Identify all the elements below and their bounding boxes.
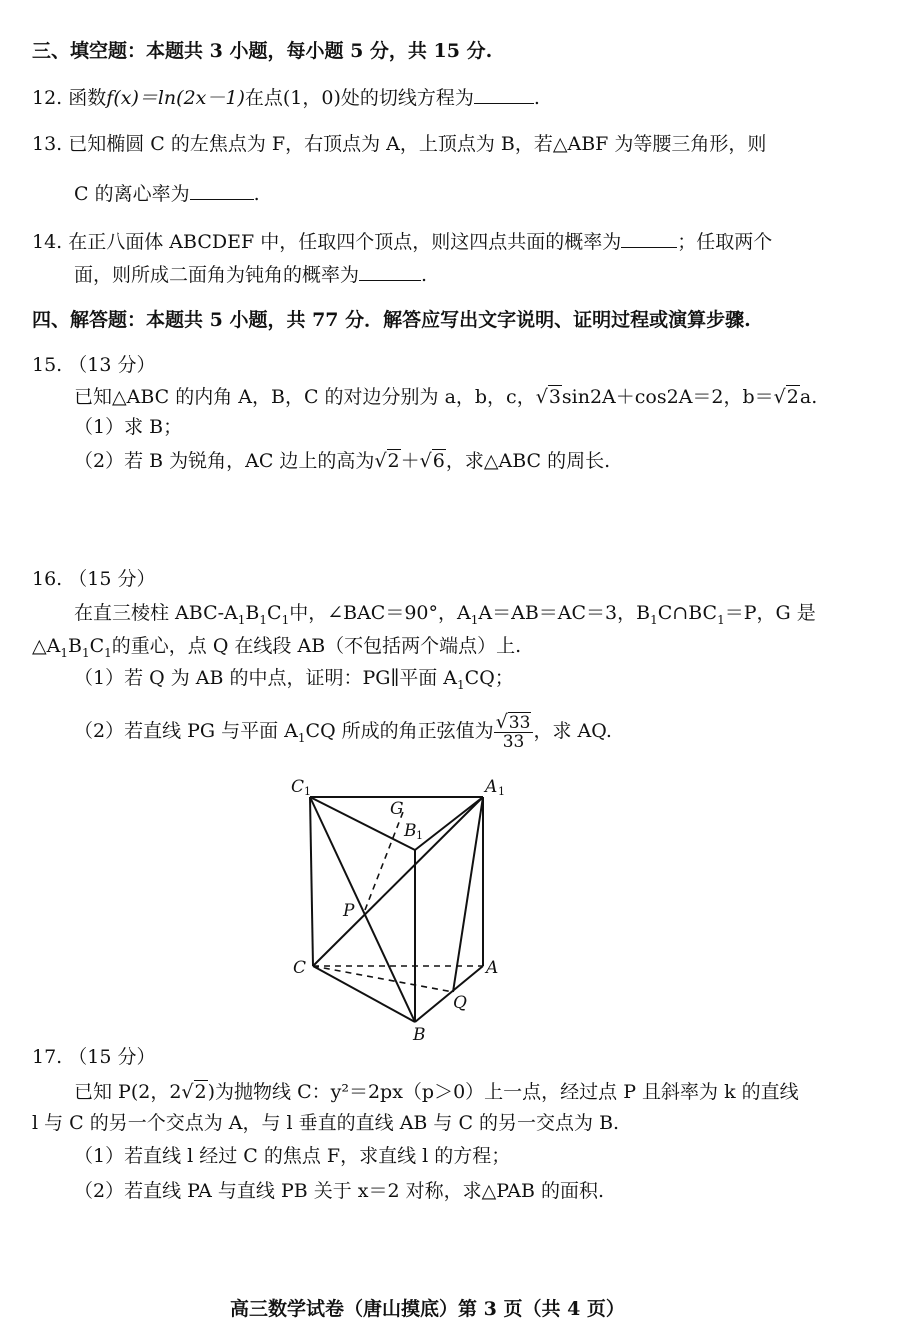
sqrt-expression: √3: [535, 386, 561, 408]
fraction: $\frac{√33}{33}$: [494, 713, 534, 751]
question-text: （2）若 B 为锐角，AC 边上的高为: [74, 450, 375, 472]
label-c: C: [293, 958, 307, 978]
question-number: 16.: [32, 568, 63, 590]
edge-b1-a1: [415, 797, 483, 850]
question-17-part-2: （2）若直线 PA 与直线 PB 关于 x＝2 对称，求△PAB 的面积.: [74, 1180, 605, 1202]
question-12: [32, 85, 540, 111]
period: .: [421, 264, 428, 286]
period: .: [253, 183, 260, 205]
question-14-cont: [74, 262, 427, 288]
question-13: [32, 131, 766, 157]
label-g: G: [390, 799, 404, 819]
question-number: 12.: [32, 87, 63, 109]
label-c1: C: [291, 777, 305, 797]
question-text: 在点(1，0)处的切线方程为: [244, 87, 474, 109]
answer-blank[interactable]: [190, 181, 254, 200]
question-16-stem-1: 在直三棱柱 ABC-$A_1B_1C_1$中，∠BAC＝90°，$A_1A=AB=AC=3$，$B_1C\cap BC_1=P$，G 是: [74, 602, 816, 627]
question-13-cont: [74, 181, 260, 207]
question-17-header: [32, 1044, 155, 1070]
edge-b-a: [415, 966, 483, 1022]
question-text: 函数: [68, 87, 107, 109]
svg-text:1: 1: [304, 785, 311, 798]
question-17-part-1: （1）若直线 l 经过 C 的焦点 F，求直线 l 的方程；: [74, 1145, 511, 1167]
question-14: [32, 229, 772, 255]
section-3-header: 三、填空题：本题共 3 小题，每小题 5 分，共 15 分.: [32, 40, 493, 62]
period: .: [533, 87, 540, 109]
diag-c-a1: [313, 797, 483, 966]
question-score: （13 分）: [68, 354, 156, 376]
section-4-header: 四、解答题：本题共 5 小题，共 77 分．解答应写出文字说明、证明过程或演算步骤.: [32, 309, 751, 331]
sqrt-expression: √2: [773, 386, 799, 408]
question-17-stem-1: 已知 P(2，2√2)为抛物线 C：y²＝2px（p＞0）上一点，经过点 P 且斜率为 k 的直线: [74, 1081, 799, 1103]
question-15-stem: [74, 384, 817, 410]
question-text: ；任取两个: [677, 231, 773, 253]
svg-text:1: 1: [498, 785, 505, 798]
question-score: （15 分）: [68, 568, 156, 590]
page-footer: 高三数学试卷（唐山摸底）第 3 页（共 4 页）: [230, 1298, 625, 1320]
question-17-stem-2: l 与 C 的另一个交点为 A，与 l 垂直的直线 AB 与 C 的另一交点为 B.: [32, 1112, 620, 1134]
question-text: sin2A＋cos2A＝2，b＝: [561, 386, 774, 408]
question-number: 17.: [32, 1046, 63, 1068]
answer-blank[interactable]: [474, 85, 534, 104]
plus-sign: ＋: [400, 450, 420, 472]
question-16-stem-2: $\triangle A_1B_1C_1$的重心，点 Q 在线段 AB（不包括两个端点）上.: [32, 635, 522, 660]
sqrt-expression: √2: [374, 450, 400, 472]
line-c-q-hidden: [313, 966, 453, 992]
question-score: （15 分）: [68, 1046, 156, 1068]
question-text: C 的离心率为: [74, 183, 190, 205]
prism-figure: [285, 770, 515, 1045]
edge-c1-c: [310, 797, 313, 966]
label-b1: B: [404, 821, 417, 841]
question-text: 面，则所成二面角为钝角的概率为: [74, 264, 360, 286]
diag-c1-b: [310, 797, 415, 1022]
question-text: a.: [799, 386, 818, 408]
question-16-part-1: （1）若 Q 为 AB 的中点，证明：PG∥平面 $A_1CQ$；: [74, 667, 514, 692]
question-16-header: [32, 566, 155, 592]
question-16-part-2: （2）若直线 PG 与平面 $A_1CQ$ 所成的角正弦值为 $\frac{√33}{33}$ ，求 AQ.: [74, 711, 612, 752]
question-text: 已知椭圆 C 的左焦点为 F，右顶点为 A，上顶点为 B，若△ABF 为等腰三角形，则: [68, 133, 767, 155]
label-a: A: [486, 958, 499, 978]
question-text: 已知△ABC 的内角 A，B，C 的对边分别为 a，b，c，: [74, 386, 536, 408]
question-number: 13.: [32, 133, 63, 155]
question-15-part-2: [74, 448, 610, 474]
question-text: ，求△ABC 的周长.: [445, 450, 611, 472]
question-text: 在正八面体 ABCDEF 中，任取四个顶点，则这四点共面的概率为: [68, 231, 622, 253]
answer-blank[interactable]: [359, 262, 421, 281]
sqrt-expression: √6: [419, 450, 445, 472]
question-number: 14.: [32, 231, 63, 253]
label-p: P: [343, 901, 355, 921]
label-a1: A: [485, 777, 498, 797]
line-a1-q: [453, 797, 483, 992]
answer-blank[interactable]: [621, 229, 677, 248]
label-b: B: [413, 1025, 426, 1045]
label-q: Q: [453, 993, 467, 1013]
question-15-part-1: （1）求 B；: [74, 416, 183, 438]
svg-text:1: 1: [416, 829, 423, 842]
question-15-header: [32, 352, 155, 378]
edge-c-b: [313, 966, 415, 1022]
function-expression: f(x)＝ln(2x－1): [106, 87, 245, 109]
question-number: 15.: [32, 354, 63, 376]
